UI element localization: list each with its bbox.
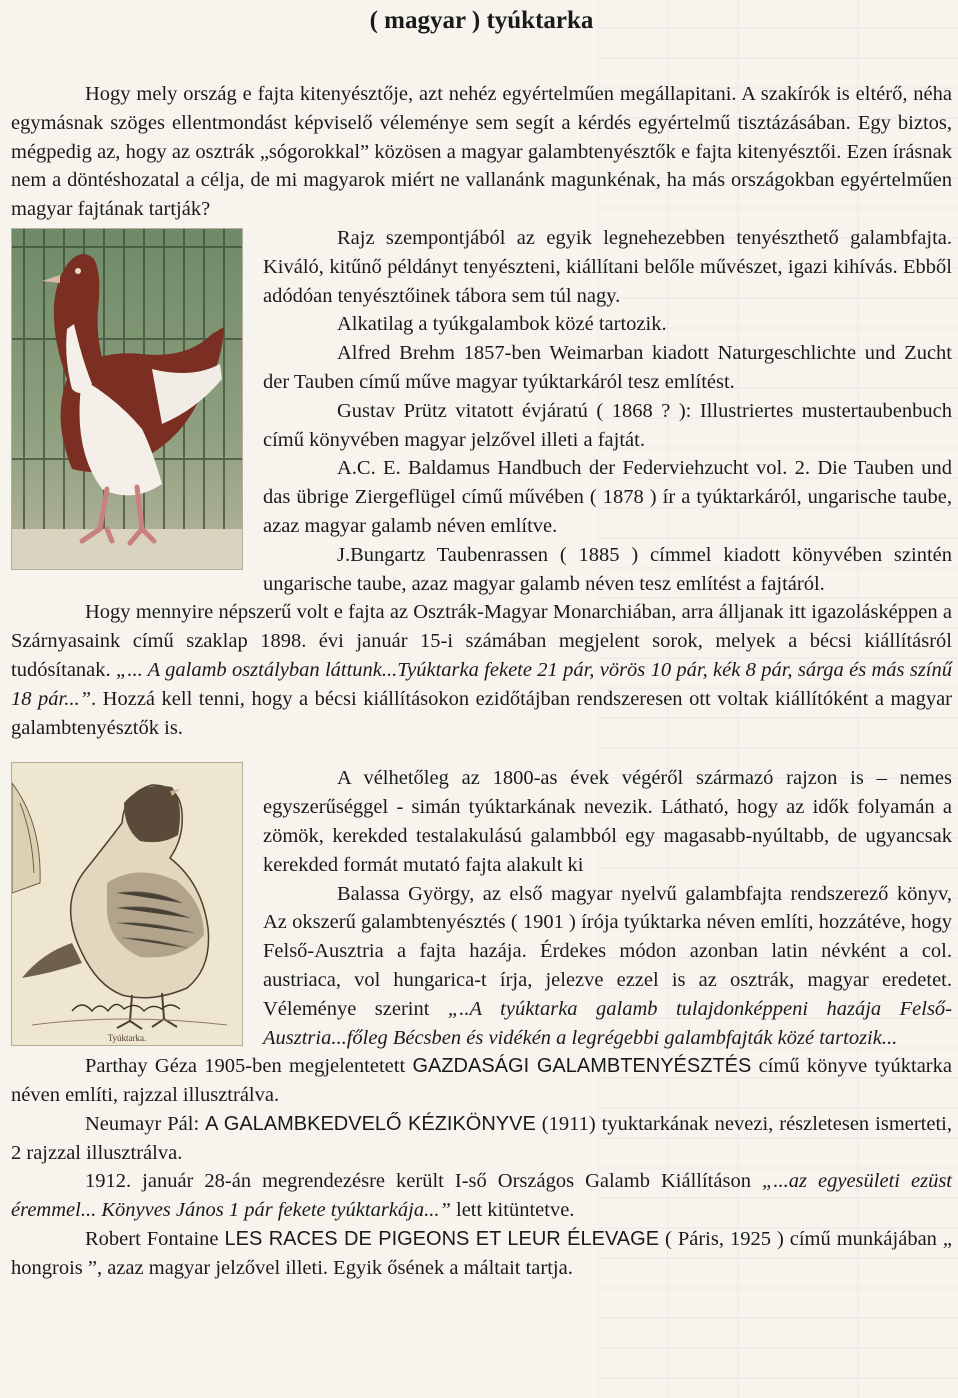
pigeon-photo-illustration: [12, 229, 242, 569]
paragraph-intro: Hogy mely ország e fajta kitenyésztője, azt nehéz egyértelműen megállapitani. A szakírók is eltérő, néha egymásnak szöges ellentmondást képviselő véleménye sem segít a kérdés egyértelmű tisztázásában. Egy biztos, mégpedig az, hogy az osztrák „sógorokkal” közösen a magyar galambtenyésztők e fajta kitenyésztői. Ezen írásnak nem a döntéshozatal a célja, de mi magyarok miért ne vallanánk magunkénak, ha más országokban egyértelműen magyar fajtának tartják?: [11, 83, 952, 221]
book-title-parthay: GAZDASÁGI GALAMBTENYÉSZTÉS: [412, 1055, 752, 1078]
paragraph-monarchy: Hogy mennyire népszerű volt e fajta az Osztrák-Magyar Monarchiában, arra álljanak itt igazolásképpen a Szárnyasaink című szaklap 1898. évi január 15-i számában megjelent sorok, melyek a bécsi kiállításról tudósítanak. „... A galamb osztályban láttunk...Tyúktarka fekete 21 pár, vörös 10 pár, kék 8 pár, sárga és más színű 18 pár...”. Hozzá kell tenni, hogy a bécsi kiállításokon ezidőtájban rendszeresen ott voltak kiállítóként a magyar galambtenyésztők is.: [11, 601, 952, 739]
paragraph-parthay: Parthay Géza 1905-ben megjelentetett GAZDASÁGI GALAMBTENYÉSZTÉS című könyve tyúktarka néven említi, rajzzal illusztrálva.: [11, 1055, 952, 1107]
page-title: ( magyar ) tyúktarka: [369, 7, 594, 34]
book-title-fontaine: LES RACES DE PIGEONS ET LEUR ÉLEVAGE: [224, 1228, 660, 1251]
paragraph-bungartz: J.Bungartz Taubenrassen ( 1885 ) címmel kiadott könyvében szintén ungarische taube, azaz magyar galamb néven tesz említést a fajtáról.: [263, 543, 952, 595]
paragraph-baldamus: A.C. E. Baldamus Handbuch der Federviehzucht vol. 2. Die Tauben und das übrige Ziergeflügel című művében ( 1878 ) ír a tyúktarkáról, ungarische taube, azaz magyar galamb néven említve.: [263, 457, 952, 537]
paragraph-drawing-difficulty: Rajz szempontjából az egyik legnehezebben tenyészthető galambfajta. Kiváló, kitűnő példányt tenyészteni, kiállítani belőle művészet, igazi kihívás. Ebből adódóan tenyésztőinek tábora sem túl nagy.: [263, 226, 952, 307]
quote-szarnyasaink: „... A galamb osztályban láttunk...Tyúktarka fekete 21 pár, vörös 10 pár, kék 8 pár, sárga és más színű 18 pár...”: [11, 658, 952, 710]
pigeon-engraving: [11, 762, 243, 1046]
figure-caption: Tyúktarka.: [107, 1033, 147, 1044]
pigeon-photo: [11, 228, 243, 570]
quote-balassa: „..A tyúktarka galamb tulajdonképpeni hazája Felső-Ausztria...főleg Bécsben és vidékén a legrégebbi galambfajták közé tartozik...: [263, 997, 952, 1049]
book-title-neumayr: A GALAMBKEDVELŐ KÉZIKÖNYVE: [205, 1112, 536, 1135]
paragraph-brehm: Alfred Brehm 1857-ben Weimarban kiadott Naturgeschlichte und Zucht der Tauben című műve magyar tyúktarkáról tesz említést.: [263, 342, 952, 393]
quote-1912: „...az egyesületi ezüst éremmel... Könyves János 1 pár fekete tyúktarkája...”: [11, 1170, 952, 1222]
paragraph-fontaine: Robert Fontaine LES RACES DE PIGEONS ET LEUR ÉLEVAGE ( Páris, 1925 ) című munkájában „ hongrois ”, azaz magyar jelzővel illeti. Egyik ősének a máltait tartja.: [11, 1228, 952, 1279]
paragraph-balassa: Balassa György, az első magyar nyelvű galambfajta rendszerező könyv, Az okszerű galambtenyésztés ( 1901 ) írója tyúktarka néven említi, hozzátéve, hogy Felső-Ausztria a fajta hazája. Érdekes módon azonban latin névként a col. austriaca, vol hungarica-t írja, jelezve ezzel is az osztrák, magyar eredetet. Véleménye szerint „..A tyúktarka galamb tulajdonképpeni hazája Felső-Ausztria...főleg Bécsben és vidékén a legrégebbi galambfajták közé tartozik...: [263, 882, 952, 1049]
paragraph-1800s-drawing: A vélhetőleg az 1800-as évek végéről származó rajzon is – nemes egyszerűséggel - simán tyúktarkának nevezik. Látható, hogy az idők folyamán a zömök, kerekded testalakulású galambból egy magasabb-nyúltabb, de ugyancsak kerekded formát mutató fajta alakult ki: [263, 767, 952, 876]
paragraph-neumayr: Neumayr Pál: A GALAMBKEDVELŐ KÉZIKÖNYVE (1911) tyuktarkának nevezi, részletesen ismerteti, 2 rajzzal illusztrálva.: [11, 1112, 952, 1164]
paragraph-prutz: Gustav Prütz vitatott évjáratú ( 1868 ? ): Illustriertes mustertaubenbuch című könyvében magyar jelzővel illeti a fajtát.: [263, 399, 952, 451]
paragraph-body-type: Alkatilag a tyúkgalambok közé tartozik.: [337, 313, 667, 336]
pigeon-engraving-illustration: [12, 763, 242, 1045]
paragraph-1912-exhibition: 1912. január 28-án megrendezésre került I-ső Országos Galamb Kiállításon „...az egyesületi ezüst éremmel... Könyves János 1 pár fekete tyúktarkája...” lett kitüntetve.: [11, 1170, 952, 1222]
